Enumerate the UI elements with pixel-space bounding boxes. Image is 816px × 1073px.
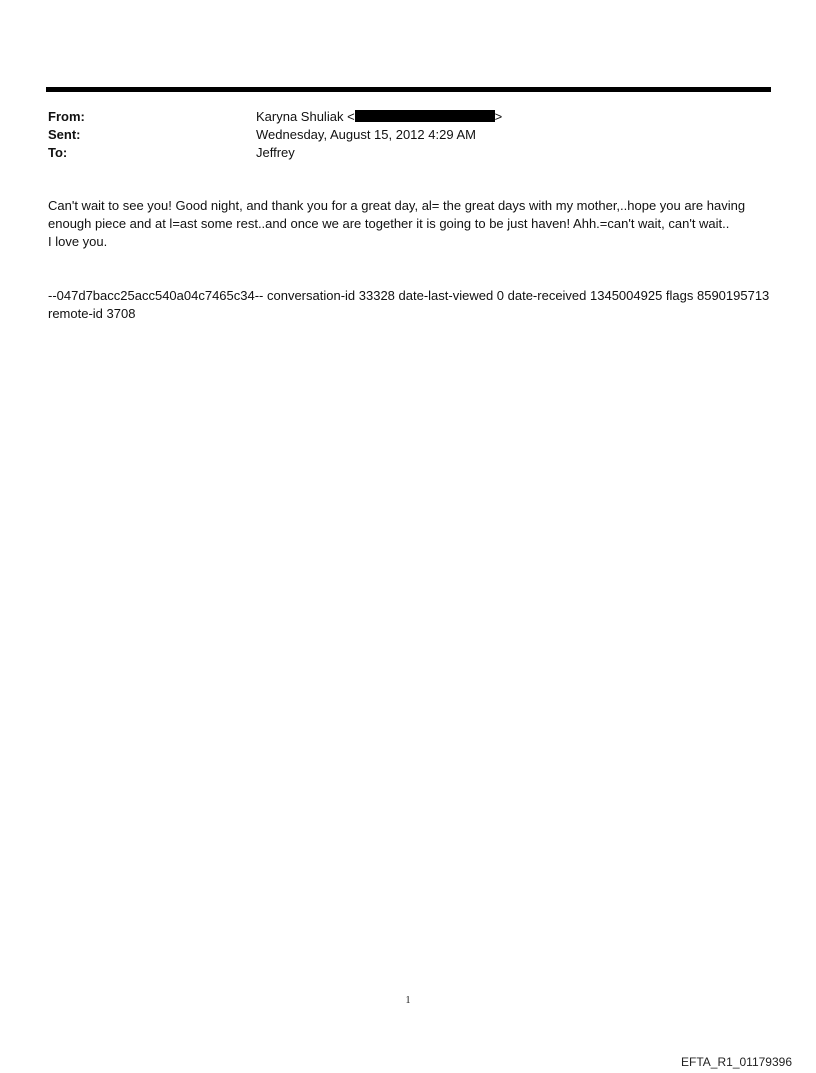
email-header (48, 108, 768, 162)
metadata-line: --047d7bacc25acc540a04c7465c34-- conversation-id 33328 date-last-viewed 0 date-received 1345004925 flags 8590195713 remote-id 3708 (48, 288, 770, 321)
to-value: Jeffrey (256, 145, 295, 160)
to-row (48, 144, 768, 162)
sent-label: Sent: (48, 127, 81, 142)
bates-number: EFTA_R1_01179396 (681, 1055, 792, 1069)
body-closing: I love you. (48, 234, 108, 249)
sent-row (48, 126, 768, 144)
header-rule (46, 87, 771, 92)
from-label: From: (48, 109, 85, 124)
from-open-bracket: < (343, 109, 355, 124)
email-body (48, 197, 776, 251)
from-name: Karyna Shuliak (256, 109, 344, 124)
from-close-bracket: > (494, 109, 503, 124)
body-paragraph: Can't wait to see you! Good night, and thank you for a great day, al= the great days with my mother,..hope you are having enough piece and at l=ast some rest..and once we are together it is going to be just haven! Ahh.=can't wait, can't wait.. (48, 198, 746, 231)
from-row (48, 108, 768, 126)
sent-value: Wednesday, August 15, 2012 4:29 AM (256, 127, 476, 142)
to-label: To: (48, 145, 68, 160)
page-number: 1 (405, 995, 411, 1006)
from-value (256, 108, 502, 126)
redaction-box (355, 110, 495, 122)
